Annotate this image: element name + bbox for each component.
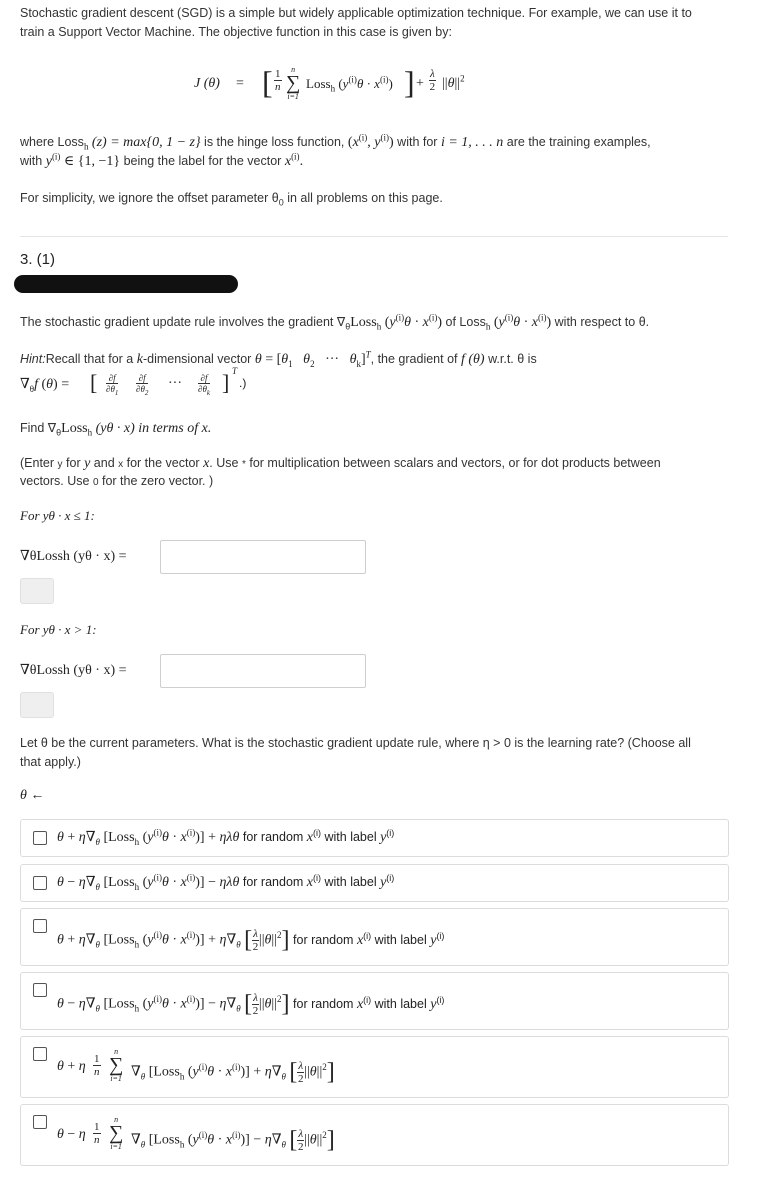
choice-4[interactable]: $\theta - \eta\nabla_\theta$ [Loss$_h$ $(y^{(i)}\theta \cdot x^{(i)})] - \eta\nabla_\theta$ [ $\frac{\lambda}{2}$ $||\theta||^2$] for random $x^{(i)}$ with label $y^{(i)}$	[20, 972, 729, 1030]
theta-assign: θ ←	[20, 788, 45, 803]
section-divider	[20, 236, 728, 237]
grad-label-1: ∇θLossh (yθ · x) =	[20, 549, 127, 564]
answer-input-2[interactable]	[160, 654, 366, 688]
case1-label: For yθ · x ≤ 1:	[20, 508, 95, 523]
objective-lhs: J (θ)	[194, 76, 220, 91]
intro-line2: train a Support Vector Machine. The objective function in this case is given by:	[20, 25, 452, 39]
choice-3[interactable]: $\theta + \eta\nabla_\theta$ [Loss$_h$ $(y^{(i)}\theta \cdot x^{(i)})] + \eta\nabla_\theta$ [ $\frac{\lambda}{2}$ $||\theta||^2$] for random $x^{(i)}$ with label $y^{(i)}$	[20, 908, 729, 966]
grad-label-2: ∇θLossh (yθ · x) =	[20, 663, 127, 678]
choice-1[interactable]: $\theta + \eta\nabla_\theta$ [Loss$_h$ $(y^{(i)}\theta \cdot x^{(i)})] + \eta\lambda\theta$ for random $x^{(i)}$ with label $y^{(i)}$	[20, 819, 729, 857]
objective-formula: J (θ) = [ $\frac{1}{n}$ n ∑ i=1 Loss$_h$ $(y^{(i)}\theta \cdot x^{(i)})$ ] + $\frac{\lambda}{2}$ $||\theta||^2$	[194, 64, 465, 101]
case2-label: For yθ · x > 1:	[20, 622, 97, 637]
find-instruction: Find $\nabla_\theta Loss_h$ (yθ · x) in terms of x.	[20, 421, 212, 438]
checkbox-1[interactable]	[33, 831, 47, 845]
objective-loss: Loss	[306, 76, 331, 91]
preview-button-1[interactable]	[20, 578, 54, 604]
update-rule-text: The stochastic gradient update rule involves the gradient $\nabla_\theta Loss_h$ $(y^{(i)}\theta \cdot x^{(i)})$ of Loss$_h$ $(y^{(i)}\theta \cdot x^{(i)})$ with respect to θ.	[20, 312, 650, 332]
checkbox-5[interactable]	[33, 1047, 47, 1061]
intro-line1: Stochastic gradient descent (SGD) is a simple but widely applicable optimization technique. For example, we can use it to	[20, 6, 692, 20]
objective-equals: =	[236, 76, 244, 91]
sgd-question-line1: Let θ be the current parameters. What is the stochastic gradient update rule, where η > 0 is the learning rate? (Choose all	[20, 736, 691, 750]
problem-page: Stochastic gradient descent (SGD) is a simple but widely applicable optimization technique. For example, we can use it to train a Support Vector Machine. The objective function in this case is given by: J (θ) = [ $\frac{1}{n}$ n ∑ i=1 Loss$_h$ $(y^{(i)}\theta \cdot x^{(i)})$ ] + $\frac{\lambda}{2}$ $||\theta||^2$ where Loss$_h$ (z) = max{0, 1 − z} is the hinge loss function, ($x^{(i)}$, $y^{(i)}$) with for i = 1, . . . n are the training examples, with $y^{(i)}$ ∈ {1, −1} being the label for the vector $x^{(i)}$. For simplicity, we ignore the offset parameter $\theta_0$ in all problems on this page. 3. (1) The stochastic gradient update rule involves the gradient $\nabla_\theta Loss_h$ $(y^{(i)}\theta \cdot x^{(i)})$ of Loss$_h$ $(y^{(i)}\theta \cdot x^{(i)})$ with respect to θ. Hint:Recall that for a k-dimensional vector $\theta = [\theta_1$ $\theta_2$ ··· $\theta_k]^T$, the gradient of f (θ) w.r.t. θ is $\nabla_\theta f$ (θ) = [ $\frac{\partial f}{\partial\theta_1}$ $\frac{\partial f}{\partial\theta_2}$ ··· $\frac{\partial f}{\partial\theta_k}$ ] T .) Find $\nabla_\theta Loss_h$ (yθ · x) in terms of x. (Enter y for y and x for the vector x. Use * for multiplication between scalars and vectors, or for dot products between vectors. Use 0 for the zero vector. ) For yθ · x ≤ 1: ∇θLossh (yθ · x) = For yθ · x > 1: ∇θLossh (yθ · x) = Let θ be the current parameters. What is the stochastic gradient update rule, where η > 0 is the learning rate? (Choose all that apply.) θ ← $\theta + \eta\nabla_\theta$ [Loss$_h$ $(y^{(i)}\theta \cdot x^{(i)})] + \eta\lambda\theta$ for random $x^{(i)}$ with label $y^{(i)}$ $\theta - \eta\nabla_\theta$ [Loss$_h$ $(y^{(i)}\theta \cdot x^{(i)})] - \eta\lambda\theta$ for random $x^{(i)}$ with label $y^{(i)}$ $\theta + \eta\nabla_\theta$ [Loss$_h$ $(y^{(i)}\theta \cdot x^{(i)})] + \eta\nabla_\theta$ [ $\frac{\lambda}{2}$ $||\theta||^2$] for random $x^{(i)}$ with label $y^{(i)}$ $\theta - \eta\nabla_\theta$ [Loss$_h$ $(y^{(i)}\theta \cdot x^{(i)})] - \eta\nabla_\theta$ [ $\frac{\lambda}{2}$ $||\theta||^2$] for random $x^{(i)}$ with label $y^{(i)}$ θ + η $\frac{1}{n}$ n ∑ i=1 $\nabla_\theta$ [Loss$_h$ $(y^{(i)}\theta \cdot x^{(i)})] + \eta\nabla_\theta$ [ $\frac{\lambda}{2}$ $||\theta||^2$] θ − η $\frac{1}{n}$ n ∑ i=1 $\nabla_\theta$ [Loss$_h$ $(y^{(i)}\theta \cdot x^{(i)})] - \eta\nabla_\theta$ [ $\frac{\lambda}{2}$ $||\theta||^2$]	[0, 0, 758, 1203]
enter-instruction-line1: (Enter y for y and x for the vector x. Use * for multiplication between scalars and vectors, or for dot products between	[20, 456, 661, 471]
choice-6[interactable]: θ − η $\frac{1}{n}$ n ∑ i=1 $\nabla_\theta$ [Loss$_h$ $(y^{(i)}\theta \cdot x^{(i)})] - \eta\nabla_\theta$ [ $\frac{\lambda}{2}$ $||\theta||^2$]	[20, 1104, 729, 1166]
checkbox-4[interactable]	[33, 983, 47, 997]
sgd-question-line2: that apply.)	[20, 755, 81, 769]
where-line2: with $y^{(i)}$ ∈ {1, −1} being the label for the vector $x^{(i)}$.	[20, 151, 304, 169]
enter-instruction-line2: vectors. Use 0 for the zero vector. )	[20, 474, 214, 488]
preview-button-2[interactable]	[20, 692, 54, 718]
sgd-question	[20, 734, 740, 772]
where-line1: where Loss$_h$ (z) = max{0, 1 − z} is the hinge loss function, ($x^{(i)}$, $y^{(i)}$) with for i = 1, . . . n are the training examples,	[20, 132, 651, 152]
simplicity-note: For simplicity, we ignore the offset parameter $\theta_0$ in all problems on this page.	[20, 191, 443, 208]
checkbox-2[interactable]	[33, 876, 47, 890]
checkbox-3[interactable]	[33, 919, 47, 933]
checkbox-6[interactable]	[33, 1115, 47, 1129]
answer-input-1[interactable]	[160, 540, 366, 574]
choice-2[interactable]: $\theta - \eta\nabla_\theta$ [Loss$_h$ $(y^{(i)}\theta \cdot x^{(i)})] - \eta\lambda\theta$ for random $x^{(i)}$ with label $y^{(i)}$	[20, 864, 729, 902]
redacted-bar	[14, 275, 238, 293]
intro-paragraph	[20, 4, 740, 42]
hint-line1: Hint:Recall that for a k-dimensional vector $\theta = [\theta_1$ $\theta_2$ ··· $\theta_k]^T$, the gradient of f (θ) w.r.t. θ is	[20, 349, 537, 369]
choice-5[interactable]: θ + η $\frac{1}{n}$ n ∑ i=1 $\nabla_\theta$ [Loss$_h$ $(y^{(i)}\theta \cdot x^{(i)})] + \eta\nabla_\theta$ [ $\frac{\lambda}{2}$ $||\theta||^2$]	[20, 1036, 729, 1098]
question-number: 3. (1)	[20, 251, 56, 268]
